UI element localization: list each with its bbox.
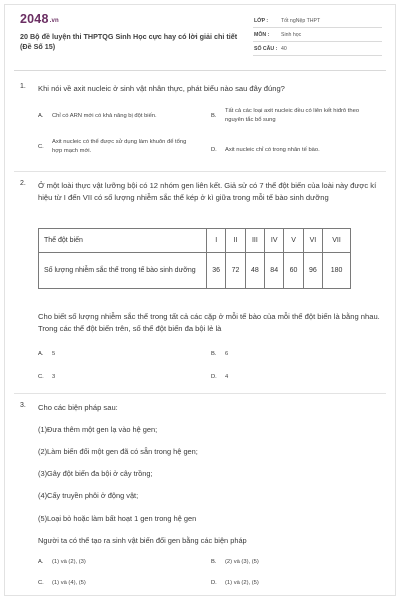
question-text: Khi nói về axit nucleic ở sinh vật nhân thực, phát biểu nào sau đây đúng? <box>38 84 285 93</box>
option-text: Chỉ có ARN mới có khả năng bị đột biến. <box>52 113 157 119</box>
option-letter: C. <box>38 374 44 380</box>
document-title: 20 Bộ đề luyện thi THPTQG Sinh Học cực hay có lời giải chi tiết (Đề Số 15) <box>20 32 238 51</box>
question-number: 2. <box>20 180 26 187</box>
meta-value: 40 <box>281 46 287 52</box>
table-header-cell: V <box>284 229 303 253</box>
meta-row-count <box>253 42 382 56</box>
option-text: (2) và (3), (5) <box>225 559 259 565</box>
option-text: (1) và (2), (5) <box>225 580 259 586</box>
option-text: Tất cả các loại axit nucleic đều có liên kết hiđrô theo nguyên tắc bổ sung <box>225 108 360 123</box>
measure-item: (3)Gây đột biến đa bội ở cây trồng; <box>38 469 153 478</box>
measure-item: (5)Loại bỏ hoặc làm bất hoạt 1 gen trong hệ gen <box>38 514 197 523</box>
question-followup-text: Người ta có thể tạo ra sinh vật biến đổi gen bằng các biện pháp <box>38 536 247 545</box>
option-text: 3 <box>52 374 56 380</box>
meta-key: MÔN : <box>254 32 270 38</box>
table-header-cell: III <box>245 229 264 253</box>
option-text: Axit nucleic có thể được sử dụng làm khuôn để tổng hợp mạch mới. <box>52 139 187 154</box>
question-number: 3. <box>20 402 26 409</box>
table-cell: 96 <box>303 253 322 289</box>
meta-info <box>253 14 382 56</box>
table-row-label: Số lượng nhiễm sắc thể trong tế bào sinh dưỡng <box>39 253 207 289</box>
table-cell: 72 <box>226 253 245 289</box>
meta-value: Tốt ngNệp THPT <box>281 18 321 24</box>
option-letter: D. <box>211 147 217 153</box>
meta-key: SỐ CÂU : <box>254 46 278 52</box>
meta-key: LỚP : <box>254 18 269 24</box>
table-cell: 84 <box>265 253 284 289</box>
table-header-cell: II <box>226 229 245 253</box>
option-letter: B. <box>211 559 217 565</box>
table-cell: 36 <box>207 253 226 289</box>
question-number: 1. <box>20 83 26 90</box>
table-header-cell: VI <box>303 229 322 253</box>
site-logo[interactable] <box>20 12 59 26</box>
option-text: Axit nucleic chỉ có trong nhân tế bào. <box>225 147 320 153</box>
table-header-cell: VII <box>323 229 351 253</box>
option-letter: D. <box>211 374 217 380</box>
table-header-row <box>39 229 351 253</box>
measure-item: (2)Làm biến đổi một gen đã có sẵn trong hệ gen; <box>38 447 198 456</box>
option-letter: D. <box>211 580 217 586</box>
header-divider <box>14 70 386 71</box>
option-letter: C. <box>38 580 44 586</box>
option-letter: B. <box>211 113 217 119</box>
table-row-label: Thể đột biến <box>39 229 207 253</box>
meta-row-class <box>253 14 382 28</box>
option-letter: A. <box>38 113 44 119</box>
option-text: 4 <box>225 374 229 380</box>
table-header-cell: I <box>207 229 226 253</box>
table-header-cell: IV <box>265 229 284 253</box>
question-divider <box>14 171 386 172</box>
option-letter: A. <box>38 351 44 357</box>
option-text: (1) và (4), (5) <box>52 580 86 586</box>
option-text: (1) và (2), (3) <box>52 559 86 565</box>
table-cell: 48 <box>245 253 264 289</box>
option-letter: B. <box>211 351 217 357</box>
option-text: 5 <box>52 351 56 357</box>
meta-row-subject <box>253 28 382 42</box>
table-cell: 60 <box>284 253 303 289</box>
mutation-table <box>38 228 351 289</box>
meta-value: Sinh học <box>281 32 302 38</box>
question-text: Cho các biện pháp sau: <box>38 403 118 412</box>
option-letter: A. <box>38 559 44 565</box>
question-divider <box>14 393 386 394</box>
document-header <box>20 12 382 64</box>
table-cell: 180 <box>323 253 351 289</box>
option-text: 6 <box>225 351 229 357</box>
logo-suffix: .vn <box>49 18 59 24</box>
option-letter: C. <box>38 144 44 150</box>
measure-item: (4)Cấy truyền phôi ở động vật; <box>38 491 139 500</box>
measure-item: (1)Đưa thêm một gen lạ vào hệ gen; <box>38 425 158 434</box>
question-followup-text: Cho biết số lượng nhiễm sắc thể trong tất cả các cặp ở mỗi tế bào của mỗi thể đột biến là bằng nhau. Trong các thể đột biến trên, số thể đột biến đa bội lẻ là <box>38 312 380 333</box>
table-data-row <box>39 253 351 289</box>
question-text: Ở một loài thực vật lưỡng bội có 12 nhóm gen liên kết. Giả sử có 7 thể đột biến của loài này được kí hiệu từ I đến VII có số lượng nhiễm sắc thể kép ở kì giữa trong mỗi tế bào sinh dưỡng <box>38 181 377 202</box>
logo-text: 2048 <box>20 12 49 26</box>
